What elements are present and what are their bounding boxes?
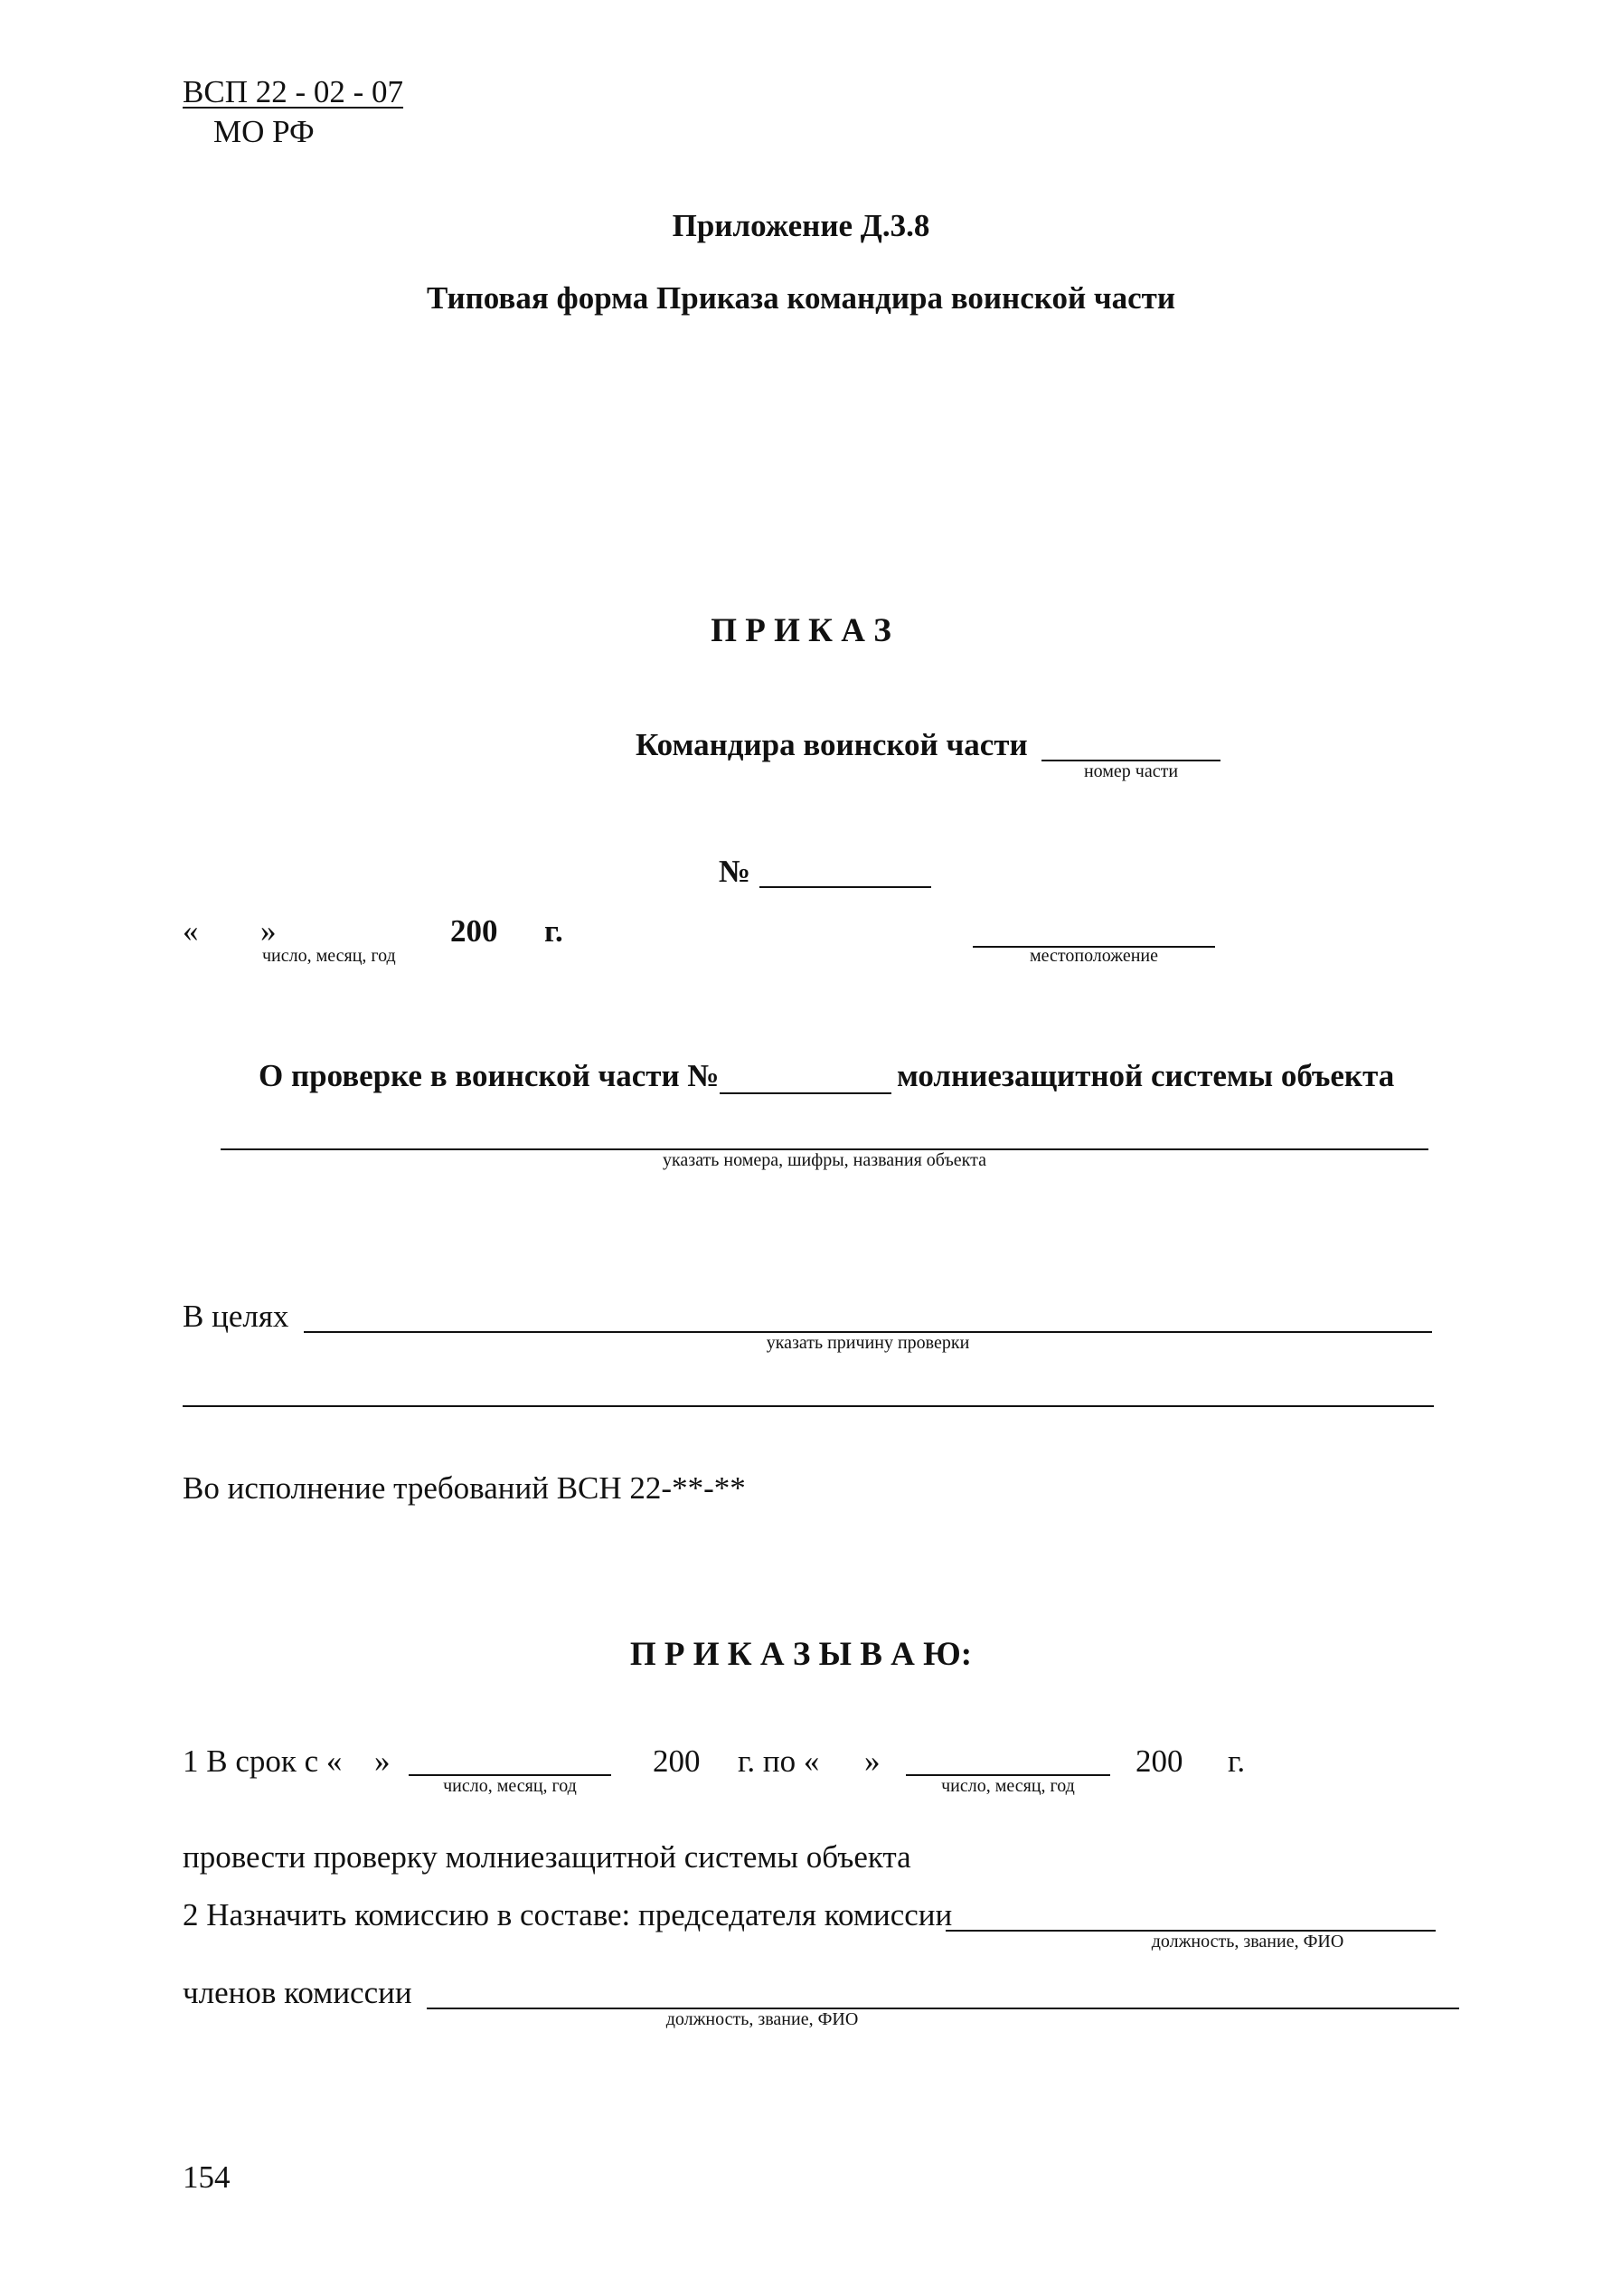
order-number-line (759, 886, 931, 888)
item2-text: 2 Назначить комиссию в составе: председателя комиссии (183, 1897, 953, 1932)
page-number: 154 (183, 2159, 231, 2195)
purpose-label: В целях (183, 1299, 289, 1334)
subject-prefix: О проверке в воинской части № (259, 1058, 720, 1093)
subject-suffix: молниезащитной системы объекта (897, 1058, 1395, 1093)
chairman-caption: должность, звание, ФИО (1151, 1932, 1344, 1951)
order-title: П Р И К А З (711, 612, 891, 649)
location-caption: местоположение (1029, 946, 1159, 966)
form-title: Типовая форма Приказа командира воинской части (426, 280, 1175, 316)
organization-label: МО РФ (213, 114, 315, 149)
purpose-caption: указать причину проверки (766, 1333, 970, 1353)
item1-suffix: г. (1228, 1743, 1246, 1779)
subject-unit-line (720, 1092, 891, 1094)
date-open-quote: « (183, 913, 199, 949)
date-year-suffix: г. (544, 913, 563, 949)
order-number-label: № (719, 854, 751, 889)
date-year: 200 (450, 913, 498, 949)
item1-mid: г. по « (738, 1743, 820, 1779)
item1-prefix: 1 В срок с « (183, 1743, 343, 1779)
commander-label: Командира воинской части (636, 727, 1028, 762)
item1-close-quote-2: » (864, 1743, 881, 1779)
purpose-line-2 (183, 1405, 1434, 1407)
unit-number-caption: номер части (1083, 761, 1179, 781)
members-caption: должность, звание, ФИО (665, 2009, 859, 2029)
object-caption: указать номера, шифры, названия объекта (663, 1150, 986, 1170)
item1-continuation: провести проверку молниезащитной системы объекта (183, 1839, 911, 1875)
fulfillment-text: Во исполнение требований ВСН 22-**-** (183, 1470, 746, 1506)
members-label: членов комиссии (183, 1975, 412, 2010)
item1-close-quote: » (374, 1743, 391, 1779)
item1-date-caption-2: число, месяц, год (941, 1776, 1075, 1796)
document-code: ВСП 22 - 02 - 07 (183, 74, 404, 109)
item1-year-1: 200 (653, 1743, 701, 1779)
order-heading: П Р И К А З Ы В А Ю: (629, 1636, 973, 1673)
item1-date-caption-1: число, месяц, год (443, 1776, 577, 1796)
date-close-quote: » (260, 913, 277, 949)
item1-year-2: 200 (1136, 1743, 1183, 1779)
appendix-label: Приложение Д.3.8 (672, 208, 930, 243)
date-caption: число, месяц, год (262, 946, 396, 966)
